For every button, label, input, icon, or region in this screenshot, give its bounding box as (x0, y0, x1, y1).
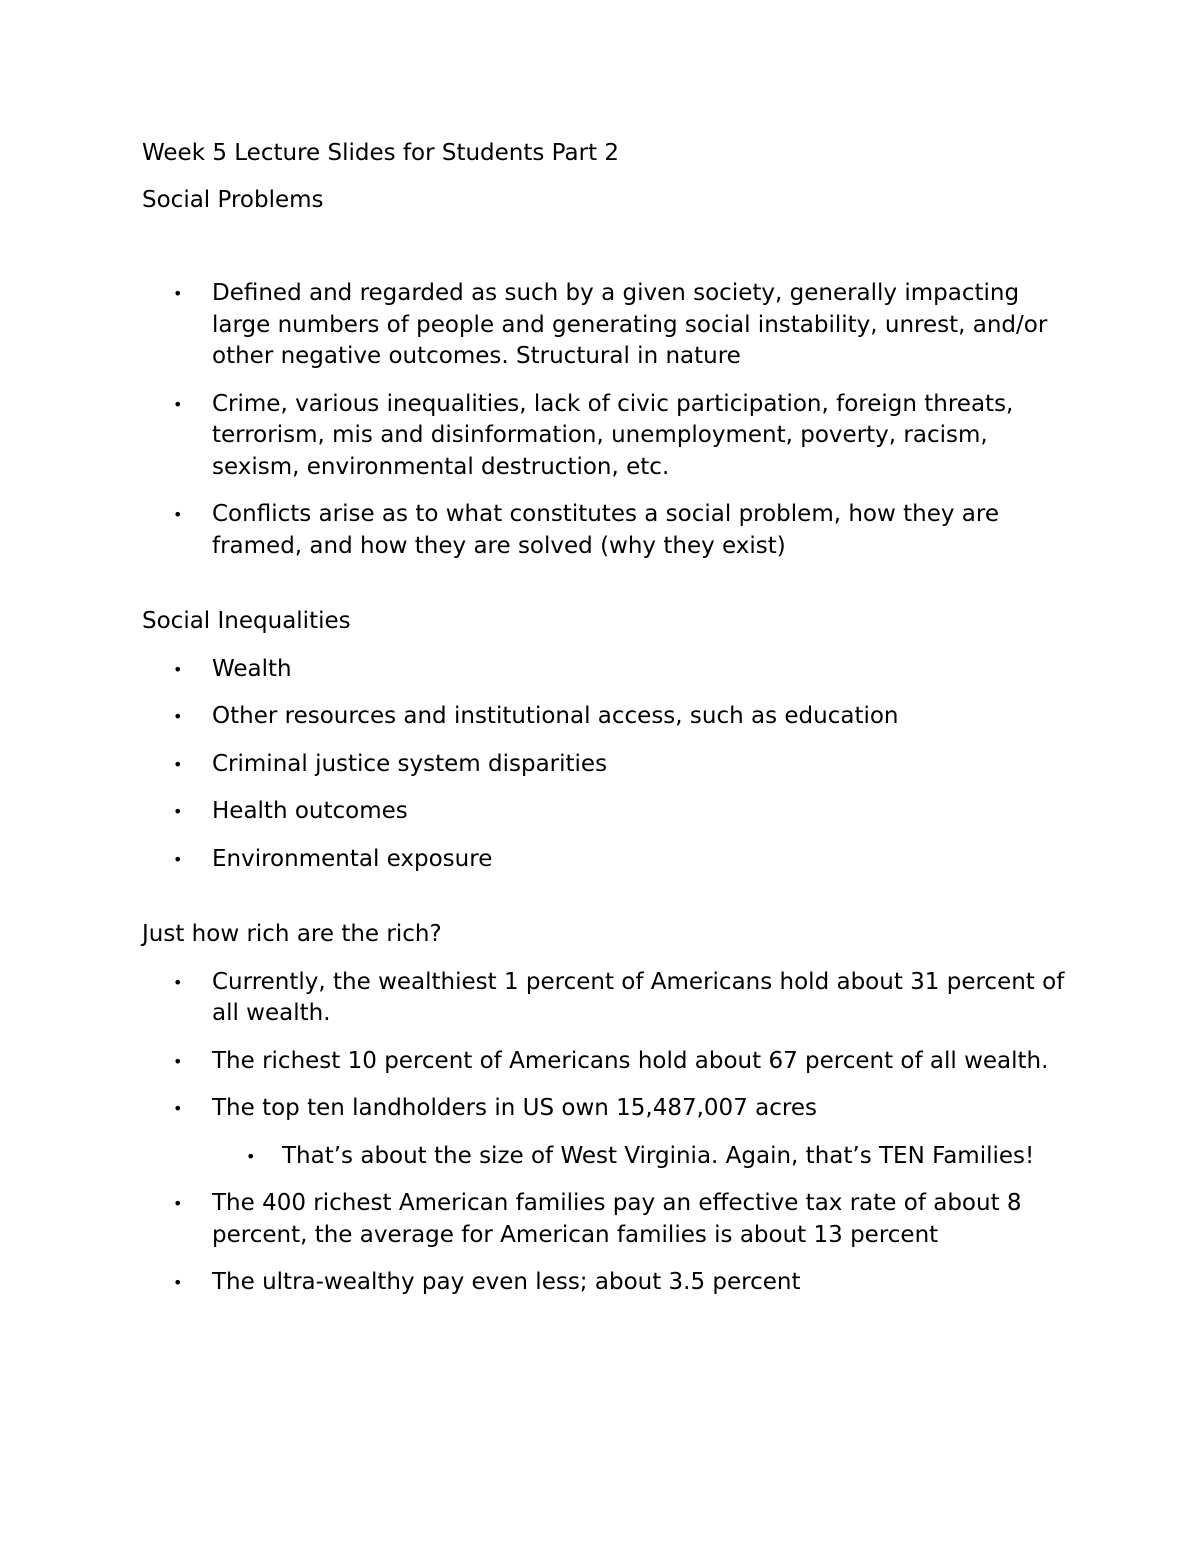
list-item (142, 499, 1072, 562)
list-item (142, 701, 1072, 733)
bullet-icon: • (173, 1099, 183, 1118)
section-how-rich (142, 919, 1072, 1299)
list-item-text: Criminal justice system disparities (212, 750, 608, 777)
bullet-list (142, 654, 1072, 876)
bullet-icon: • (173, 707, 183, 726)
document-title: Week 5 Lecture Slides for Students Part 2 (142, 140, 620, 166)
bullet-icon: • (173, 659, 183, 679)
list-item-text: The richest 10 percent of Americans hold about 67 percent of all wealth. (212, 1047, 1049, 1074)
section-social-inequalities (142, 606, 1072, 875)
bullet-list (142, 278, 1072, 562)
list-item (142, 796, 1072, 828)
list-item (142, 749, 1072, 781)
list-item (142, 654, 1072, 686)
bullet-icon: • (173, 802, 183, 821)
bullet-list (142, 967, 1072, 1299)
list-item-text: The top ten landholders in US own 15,487,007 acres (212, 1095, 817, 1121)
list-item-text: Environmental exposure (212, 845, 493, 872)
list-item (142, 1267, 1072, 1299)
list-item (142, 278, 1072, 373)
bullet-icon: • (173, 394, 183, 414)
list-item (142, 389, 1072, 484)
list-item-text: Other resources and institutional access, such as education (212, 703, 899, 729)
list-item-text: The ultra-wealthy pay even less; about 3.5 percent (212, 1269, 801, 1295)
bullet-icon: • (173, 1051, 183, 1071)
document-page (142, 138, 1072, 1315)
list-item-text: Defined and regarded as such by a given society, generally impacting large numbers of people and generating social instability, unrest, and/or other negative outcomes. Structural in nature (212, 280, 1048, 369)
bullet-icon: • (173, 284, 183, 303)
list-item-text: The 400 richest American families pay an effective tax rate of about 8 percent, the average for American families is about 13 percent (212, 1190, 1022, 1248)
list-item (142, 1188, 1072, 1251)
list-item-text: Currently, the wealthiest 1 percent of Americans hold about 31 percent of all wealth. (212, 968, 1065, 1026)
bullet-icon: • (173, 505, 183, 524)
bullet-icon: • (173, 754, 183, 774)
bullet-icon: • (173, 849, 183, 869)
bullet-icon: • (173, 1194, 183, 1213)
list-item-text: Crime, various inequalities, lack of civic participation, foreign threats, terrorism, mis and disinformation, unemployment, poverty, racism, sexism, environmental destruction, etc. (212, 390, 1014, 480)
list-item (142, 1046, 1072, 1078)
section-heading: Social Problems (142, 186, 324, 213)
section-heading: Social Inequalities (142, 608, 351, 634)
list-item-text: That’s about the size of West Virginia. Again, that’s TEN Families! (282, 1142, 1035, 1169)
list-item (142, 967, 1072, 1030)
list-item-text: Health outcomes (212, 798, 408, 824)
list-item-text: Wealth (212, 655, 292, 682)
section-heading: Just how rich are the rich? (142, 921, 442, 947)
list-item (142, 1093, 1072, 1125)
list-item-text: Conflicts arise as to what constitutes a social problem, how they are framed, and how they are solved (why they exist) (212, 501, 999, 559)
bullet-icon: • (246, 1146, 256, 1166)
bullet-icon: • (173, 1273, 183, 1292)
sub-list-item (142, 1141, 1072, 1173)
bullet-icon: • (173, 972, 183, 992)
list-item (142, 844, 1072, 876)
section-social-problems (142, 185, 1072, 563)
